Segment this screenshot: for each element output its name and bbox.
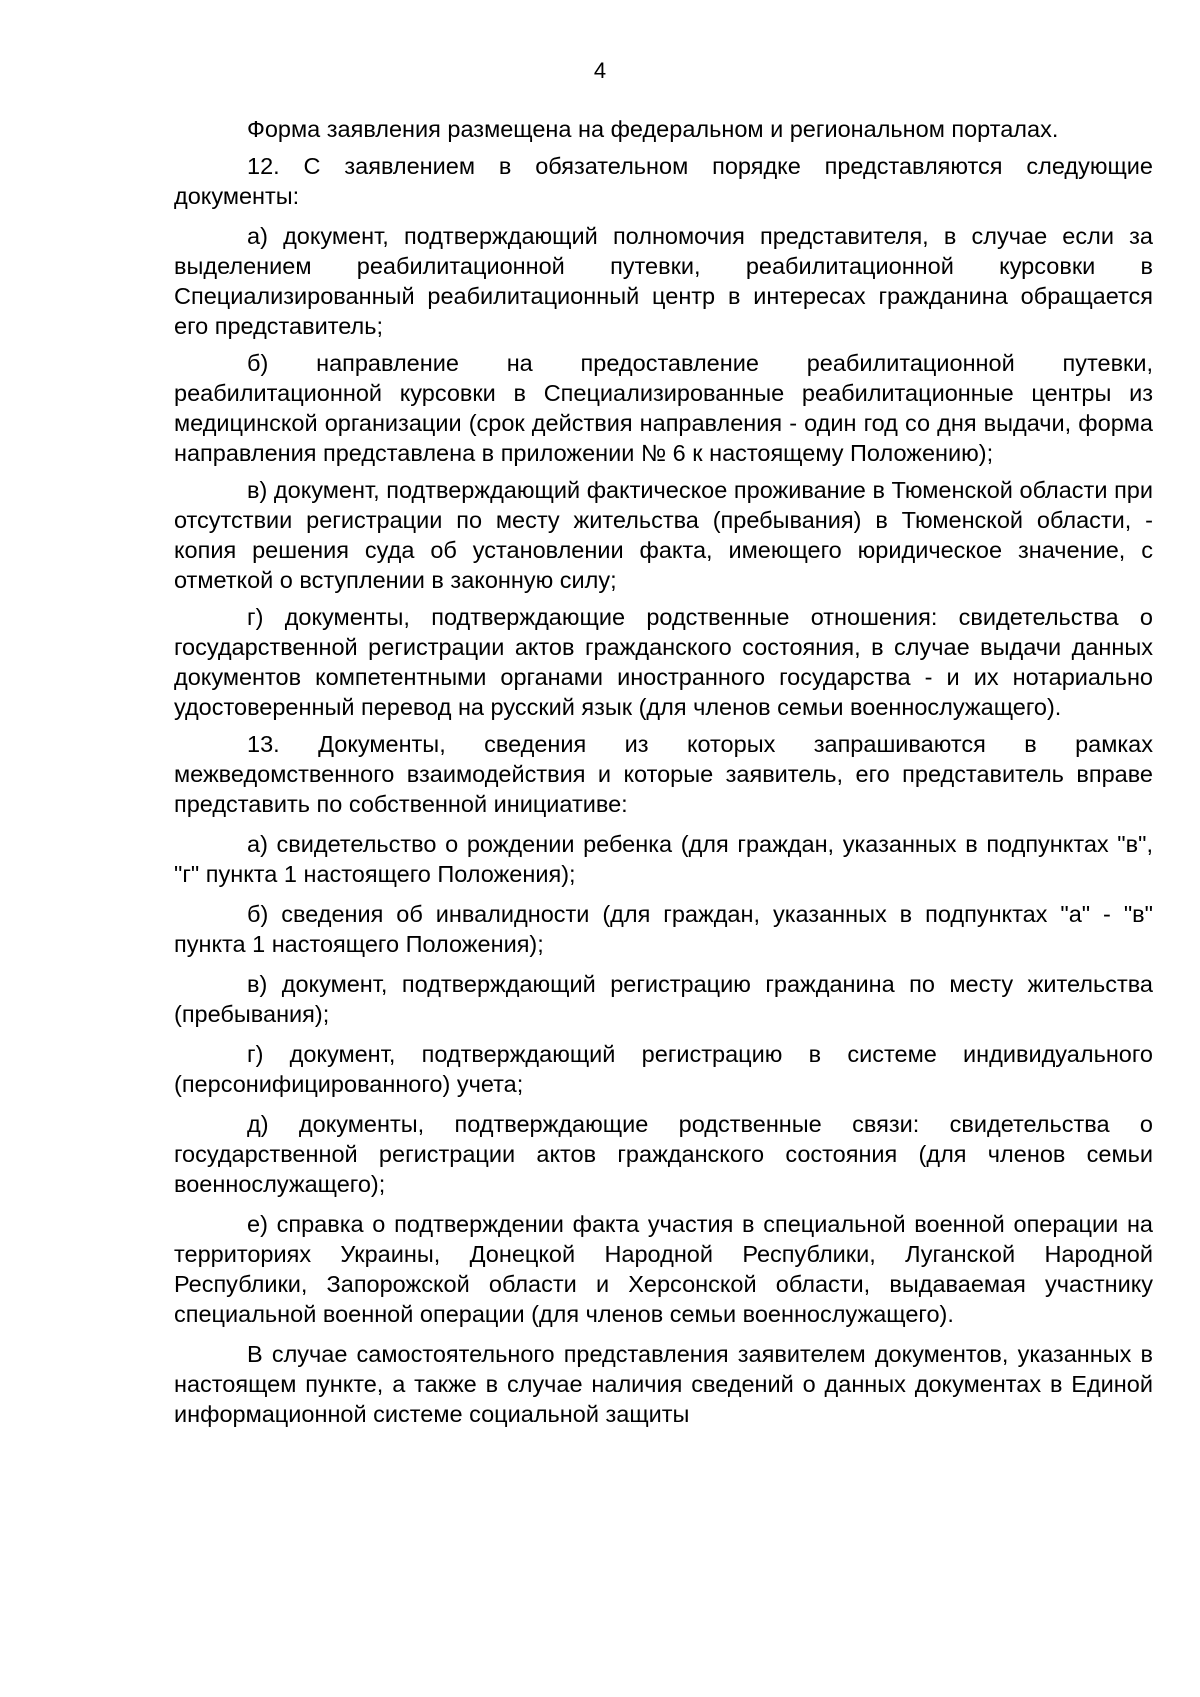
paragraph-13d: г) документ, подтверждающий регистрацию в системе индивидуального (персонифицированного) учета; [174, 1041, 1153, 1097]
paragraph-13f: е) справка о подтверждении факта участия в специальной военной операции на территориях Украины, Донецкой Народной Республики, Луганской Народной Республики, Запорожской области и Херсонской области, выдаваемая участнику специальной военной операции (для членов семьи военнослужащего). [174, 1211, 1153, 1327]
page-number: 4 [593, 58, 607, 83]
paragraph-12b: б) направление на предоставление реабилитационной путевки, реабилитационной курсовки в Специализированные реабилитационные центры из медицинской организации (срок действия направления - один год со дня выдачи, форма направления представлена в приложении № 6 к настоящему Положению); [174, 350, 1153, 466]
paragraph-13b: б) сведения об инвалидности (для граждан, указанных в подпунктах "а" - "в" пункта 1 настоящего Положения); [174, 901, 1153, 957]
paragraph-12c: в) документ, подтверждающий фактическое проживание в Тюменской области при отсутствии регистрации по месту жительства (пребывания) в Тюменской области, - копия решения суда об установлении факта, имеющего юридическое значение, с отметкой о вступлении в законную силу; [174, 477, 1153, 593]
paragraph-item-13: 13. Документы, сведения из которых запрашиваются в рамках межведомственного взаимодействия и которые заявитель, его представитель вправе представить по собственной инициативе: [174, 731, 1153, 817]
paragraph-13c: в) документ, подтверждающий регистрацию гражданина по месту жительства (пребывания); [174, 971, 1153, 1027]
paragraph-self-submission: В случае самостоятельного представления заявителем документов, указанных в настоящем пункте, а также в случае наличия сведений о данных документах в Единой информационной системе социальной защиты [174, 1341, 1153, 1427]
document-body [174, 114, 1153, 1429]
paragraph-12d: г) документы, подтверждающие родственные отношения: свидетельства о государственной регистрации актов гражданского состояния, в случае выдачи данных документов компетентными органами иностранного государства - и их нотариально удостоверенный перевод на русский язык (для членов семьи военнослужащего). [174, 604, 1153, 720]
paragraph-form-portals: Форма заявления размещена на федеральном и региональном порталах. [247, 116, 1059, 142]
paragraph-12a: а) документ, подтверждающий полномочия представителя, в случае если за выделением реабилитационной путевки, реабилитационной курсовки в Специализированный реабилитационный центр в интересах гражданина обращается его представитель; [174, 223, 1153, 339]
paragraph-item-12: 12. С заявлением в обязательном порядке представляются следующие документы: [174, 153, 1153, 209]
paragraph-13e: д) документы, подтверждающие родственные связи: свидетельства о государственной регистрации актов гражданского состояния (для членов семьи военнослужащего); [174, 1111, 1153, 1197]
paragraph-13a: а) свидетельство о рождении ребенка (для граждан, указанных в подпунктах "в", "г" пункта 1 настоящего Положения); [174, 831, 1153, 887]
